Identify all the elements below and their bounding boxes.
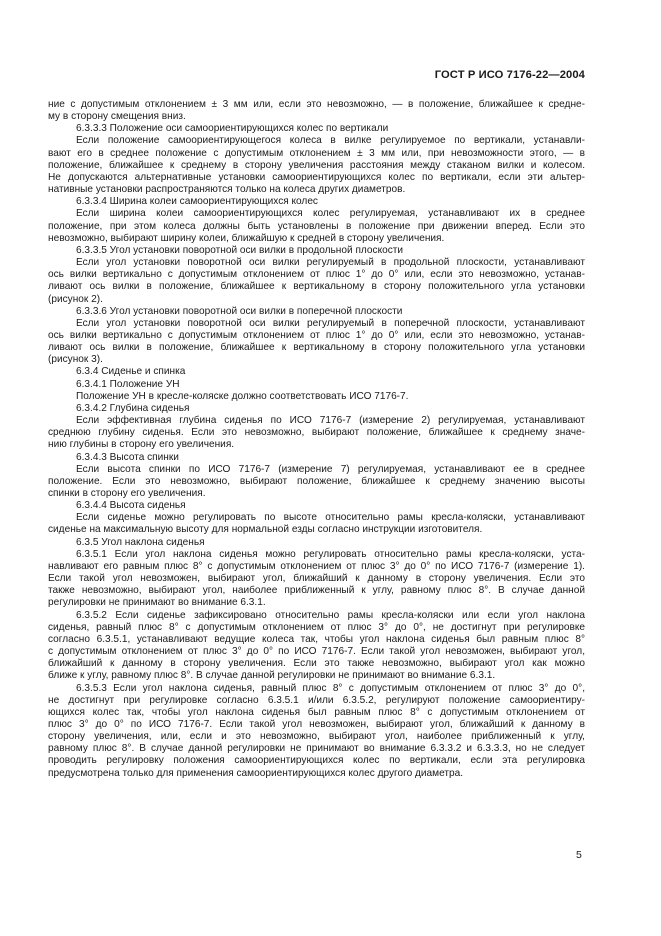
text-line: ливают ось вилки в положение, ближайшее к вертикальному в сторону положительного угла установки	[48, 281, 585, 293]
text-line: Если угол установки поворотной оси вилки регулируемый в продольной плоскости, устанавливают	[76, 257, 585, 269]
text-line: Если такой угол невозможен, выбирают угол, ближайший к данному в сторону увеличения. Если это	[48, 573, 585, 585]
text-line: ближайший к данному в сторону увеличения. Если это также невозможно, выбирают угол как можно	[48, 658, 585, 670]
text-line: нию глубины в сторону его увеличения.	[48, 439, 235, 451]
text-line: нативные установки распространяются только на колеса других диаметров.	[48, 184, 406, 196]
text-line: Если положение самоориентирующегося колеса в вилке регулируемое по вертикали, устанавли-	[76, 135, 585, 147]
text-line: Если эффективная глубина сиденья по ИСО 7176-7 (измерение 2) регулируемая, устанавливают	[76, 415, 585, 427]
text-line: не достигнут при регулировке согласно 6.3.5.1 и/или 6.3.5.2, регулируют положение самоориентиру-	[48, 694, 585, 706]
text-line: 6.3.3.5 Угол установки поворотной оси вилки в продольной плоскости	[76, 244, 404, 256]
text-line: Если ширина колеи самоориентирующихся колес регулируемая, устанавливают их в среднее	[76, 208, 585, 220]
text-line: положение, ближайшее к среднему в сторону увеличения расстояния между стаканом вилки и колесом.	[48, 159, 585, 171]
text-line: навливают его равным плюс 8° с допустимым отклонением от плюс 3° до 0° по ИСО 7176-7 (измерение 1).	[48, 560, 585, 572]
text-line: сторону увеличения, или, если и это невозможно, выбирают угол, наиболее приближенный к углу,	[48, 731, 585, 743]
document-header: ГОСТ Р ИСО 7176-22—2004	[434, 69, 585, 81]
document-body	[48, 99, 585, 780]
text-line: му в сторону смещения вниз.	[48, 111, 186, 123]
text-line: 6.3.4.3 Высота спинки	[76, 451, 179, 463]
text-line: вают его в среднее положение с допустимым отклонением ± 3 мм или, при невозможности этого, — в	[48, 147, 585, 159]
text-line: предусмотрена только для применения самоориентирующихся колес другого диаметра.	[48, 767, 464, 779]
text-line: ющихся колес так, чтобы угол наклона сиденья был равным плюс 8° с допустимым отклонением от	[48, 706, 585, 718]
text-line: с допустимым отклонением от плюс 3° до 0° по ИСО 7176-7. Если такой угол невозможен, выбирают угол,	[48, 646, 585, 658]
text-line: Если угол установки поворотной оси вилки регулируемый в поперечной плоскости, устанавливают	[76, 317, 585, 329]
text-line: ние с допустимым отклонением ± 3 мм или, если это невозможно, — в положение, ближайшее к средне-	[48, 99, 585, 110]
text-line: 6.3.5.2 Если сиденье зафиксировано относительно рамы кресла-коляски или если угол наклона	[76, 609, 585, 621]
text-line: согласно 6.3.5.1, устанавливают ведущие колеса так, чтобы угол наклона сиденья был равным плюс 8°	[48, 633, 585, 645]
text-line: 6.3.3.3 Положение оси самоориентирующихся колес по вертикали	[76, 123, 389, 135]
text-line: также невозможно, выбирают угол, наиболее приближенный к углу, равному плюс 8°. В случае данной	[48, 585, 585, 597]
text-line: ось вилки вертикально с допустимым отклонением от плюс 1° до 0° или, если это невозможно, устанав-	[48, 329, 585, 341]
text-line: регулировки не принимают во внимание 6.3.1.	[48, 597, 266, 609]
text-line: 6.3.4.4 Высота сиденья	[76, 500, 186, 512]
text-line: ось вилки вертикально с допустимым отклонением от плюс 1° до 0° или, если это невозможно, устанав-	[48, 269, 585, 281]
text-line: 6.3.4.2 Глубина сиденья	[76, 402, 190, 414]
text-line: среднюю глубину сиденья. Если это невозможно, выбирают положение, ближайшее к среднему значе-	[48, 427, 585, 439]
text-line: проводить регулировку положения самоориентирующихся колес по вертикали, если эта регулировка	[48, 755, 585, 767]
text-line: (рисунок 3).	[48, 354, 103, 366]
text-line: Не допускаются альтернативные установки самоориентирующихся колес по вертикали, если эти альтер-	[48, 171, 585, 183]
page-number: 5	[576, 849, 582, 861]
text-line: сиденья, равный плюс 8° с допустимым отклонением от плюс 3° до 0°, не достигнут при регулировке	[48, 621, 585, 633]
text-line: 6.3.5.1 Если угол наклона сиденья можно регулировать относительно рамы кресла-коляски, уста-	[76, 548, 585, 560]
text-line: 6.3.4 Сиденье и спинка	[76, 366, 186, 378]
text-line: невозможно, выбирают ширину колеи, ближайшую к средней в сторону увеличения.	[48, 232, 445, 244]
text-line: плюс 3° до 0° по ИСО 7176-7. Если такой угол невозможен, выбирают угол, ближайший к данному в	[48, 718, 585, 730]
text-line: положение. Если это невозможно, выбирают положение, ближайшее к среднему значению высоты	[48, 475, 585, 487]
text-line: Положение УН в кресле-коляске должно соответствовать ИСО 7176-7.	[76, 390, 409, 402]
text-line: ливают ось вилки в положение, ближайшее к вертикальному в сторону положительного угла установки	[48, 342, 585, 354]
text-line: 6.3.5 Угол наклона сиденья	[76, 536, 205, 548]
text-line: Если высота спинки по ИСО 7176-7 (измерение 7) регулируемая, устанавливают ее в среднее	[76, 463, 585, 475]
text-line: Если сиденье можно регулировать по высоте относительно рамы кресла-коляски, устанавливают	[76, 512, 585, 524]
text-line: 6.3.4.1 Положение УН	[76, 378, 180, 390]
text-line: 6.3.3.4 Ширина колеи самоориентирующихся колес	[76, 196, 318, 208]
text-line: 6.3.3.6 Угол установки поворотной оси вилки в поперечной плоскости	[76, 305, 403, 317]
text-line: спинки в сторону его увеличения.	[48, 488, 206, 499]
text-line: положение, при этом колеса должны быть установлены в положение при движении вперед. Если это	[48, 220, 585, 232]
text-line: сиденье на максимальную высоту для нормальной езды согласно инструкции изготовителя.	[48, 524, 483, 536]
text-line: ближе к углу, равному плюс 8°. В случае данной регулировки не принимают во внимание 6.3.1.	[48, 670, 496, 682]
text-line: равному плюс 8°. В случае данной регулировки не принимают во внимание 6.3.3.2 и 6.3.3.3, но не следует	[48, 743, 585, 755]
text-line: (рисунок 2).	[48, 293, 103, 305]
text-line: 6.3.5.3 Если угол наклона сиденья, равный плюс 8° с допустимым отклонением от плюс 3° до 0°,	[76, 682, 585, 694]
